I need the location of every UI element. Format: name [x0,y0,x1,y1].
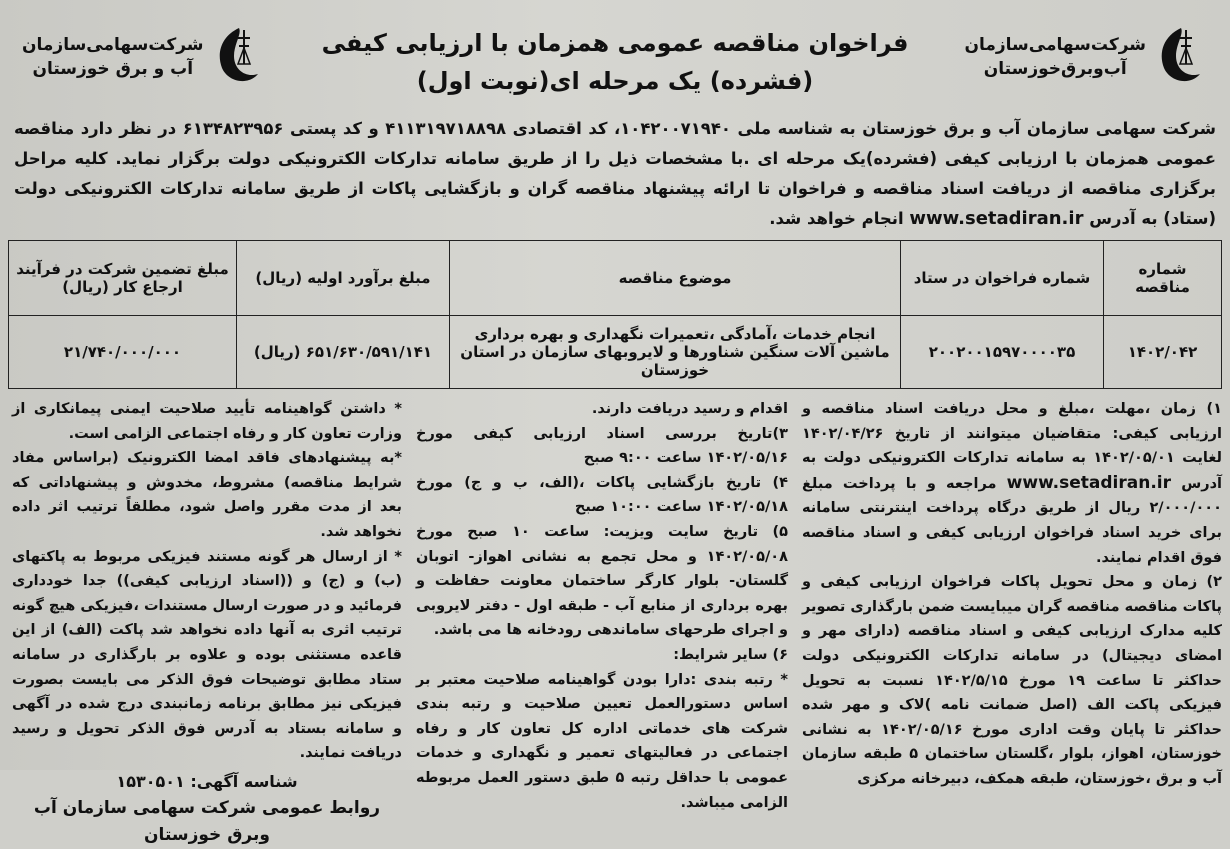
table-header-cell: شماره مناقصه [1104,241,1222,316]
title-line-1: فراخوان مناقصه عمومی همزمان با ارزیابی کیفی [321,29,909,57]
public-relations-org: روابط عمومی شرکت سهامی سازمان آب وبرق خوزستان [33,797,381,845]
condition-2-end: اقدام و رسید دریافت دارند. [591,401,788,417]
condition-physical-docs: * از ارسال هر گونه مستند فیزیکی مربوط به پاکتهای (ب) و (ج) و ((اسناد ارزیابی کیفی)) جدا خودداری فرمائید و در صورت ارسال مستندات ،فیزیکی هیچ گونه ترتیب اثری به آنها داده نخواهد شد پاکت (الف) از این قاعده مستثنی بوده و علاوه بر بارگذاری در سامانه ستاد مطابق توضیحات فوق الذکر می بایست بصورت فیزیکی نیز مطابق برنامه زمانبندی درج شده در آگهی و سامانه بستاد به آدرس فوق الذکر تحویل و رسید دریافت نمایند. [12,548,402,762]
table-header-row [9,241,1222,316]
title-line-2: (فشرده) یک مرحله ای(نوبت اول) [416,67,814,95]
tender-table [8,240,1222,389]
condition-1-text: ۱) زمان ،مهلت ،مبلغ و محل دریافت اسناد مناقصه و ارزیابی کیفی: متقاضیان میتوانند از تاریخ ۱۴۰۲/۰۴/۲۶ لغایت ۱۴۰۲/۰۵/۰۱ به سامانه تدارکات الکترونیکی دولت به آدرس [802,401,1222,492]
kwpa-logo-icon [212,24,266,90]
logo-line-1: شرکت‌سهامی‌سازمان [964,35,1146,55]
guarantee-cell: ۲۱/۷۴۰/۰۰۰/۰۰۰ [9,316,237,389]
company-logo-right [964,24,1208,90]
intro-paragraph [14,114,1216,234]
table-header-cell: مبلغ برآورد اولیه (ریال) [237,241,450,316]
condition-safety: * داشتن گواهینامه تأیید صلاحیت ایمنی پیمانکاری از وزارت تعاون کار و رفاه اجتماعی الزامی است. [12,401,402,442]
condition-1-text-end: مراجعه و با پرداخت مبلغ ۲/۰۰۰/۰۰۰ ریال از طریق درگاه پرداخت اینترنتی سامانه برای خرید اسناد فراخوان ارزیابی کیفی و اسناد مناقصه فوق اقدام نمایند. [802,475,1222,566]
logo-text-left [22,33,204,81]
table-row [9,316,1222,389]
intro-text: شرکت سهامی سازمان آب و برق خوزستان به شناسه ملی ۱۰۴۲۰۰۷۱۹۴۰، کد اقتصادی ۴۱۱۳۱۹۷۱۸۸۹۸ و کد پستی ۶۱۳۴۸۲۳۹۵۶ در نظر دارد مناقصه عمومی همزمان با ارزیابی کیفی (فشرده)یک مرحله ای .با مشخصات ذیل را از طریق سامانه تدارکات الکترونیکی دولت برگزار نماید. کلیه مراحل برگزاری مناقصه از دریافت اسناد مناقصه و فراخوان تا ارائه پیشنهاد مناقصه گران و بازگشایی پاکات از طریق سامانه تدارکات الکترونیکی دولت (ستاد) به آدرس [14,119,1216,228]
conditions-columns [8,397,1222,849]
condition-signature: *به پیشنهادهای فاقد امضا الکترونیک (براساس مفاد شرایط مناقصه) مشروط، مخدوش و پیشنهاداتی که بعد از مدت مقرر واصل شود، مطلقاً ترتیب اثر داده نخواهد شد. [12,450,402,540]
table-header-cell: شماره فراخوان در ستاد [901,241,1104,316]
table-header-cell: موضوع مناقصه [450,241,901,316]
tender-number-cell: ۱۴۰۲/۰۴۲ [1104,316,1222,389]
logo-text-right [964,33,1146,81]
condition-6: ۶) سایر شرایط: [673,646,788,663]
conditions-column-right [802,397,1222,849]
table-header-cell: مبلغ تضمین شرکت در فرآیند ارجاع کار (ریال) [9,241,237,316]
logo-line-1: شرکت‌سهامی‌سازمان [22,35,204,55]
conditions-column-middle [416,397,788,849]
condition-rating: * رتبه بندی :دارا بودن گواهینامه صلاحیت معتبر بر اساس دستورالعمل تعیین صلاحیت و رتبه بندی شرکت های خدماتی اداره کل تعاون کار و رفاه اجتماعی در فعالیتهای تعمیر و نگهداری و خدمات عمومی با حداقل رتبه ۵ طبق دستور العمل مربوطه الزامی میباشد. [416,671,788,811]
estimate-cell: ۶۵۱/۶۳۰/۵۹۱/۱۴۱ (ریال) [237,316,450,389]
conditions-column-left [12,397,402,849]
setad-url-link[interactable]: www.setadiran.ir [1006,472,1172,493]
tender-subject-cell: انجام خدمات ،آمادگی ،تعمیرات نگهداری و بهره برداری ماشین آلات سنگین شناورها و لایروبهای سازمان در استان خوزستان [450,316,901,389]
condition-3: ۳)تاریخ بررسی اسناد ارزیابی کیفی مورخ ۱۴۰۲/۰۵/۱۶ ساعت ۹:۰۰ صبح [416,425,788,467]
notice-title [268,24,962,100]
logo-line-2: آب و برق خوزستان [32,59,194,79]
setad-url-link[interactable]: www.setadiran.ir [909,208,1084,229]
company-logo-left [22,24,266,90]
intro-text-end: انجام خواهد شد. [769,209,904,228]
signature-block [12,768,402,849]
setad-number-cell: ۲۰۰۲۰۰۱۵۹۷۰۰۰۰۳۵ [901,316,1104,389]
condition-2: ۲) زمان و محل تحویل پاکات فراخوان ارزیابی کیفی و پاکات مناقصه مناقصه گران میبایست ضمن بارگذاری تصویر کلیه مدارک ارزیابی کیفی و اسناد مناقصه (دارای مهر و امضای دیجیتال) در سامانه تدارکات الکترونیکی دولت حداکثر تا ساعت ۱۹ مورخ ۱۴۰۲/۵/۱۵ نسبت به تحویل فیزیکی پاکت الف (اصل ضمانت نامه )لاک و مهر شده حداکثر تا پایان وقت اداری مورخ ۱۴۰۲/۰۵/۱۶ به نشانی خوزستان، اهواز، بلوار ،گلستان ساختمان ۵ طبقه سازمان آب و برق ،خوزستان، طبقه همکف، دبیرخانه مرکزی [802,574,1222,787]
condition-4: ۴) تاریخ بازگشایی پاکات ،(الف، ب و ج) مورخ ۱۴۰۲/۰۵/۱۸ ساعت ۱۰:۰۰ صبح [416,474,788,516]
ad-id: شناسه آگهی: ۱۵۳۰۵۰۱ [116,771,298,791]
logo-line-2: آب‌وبرق‌خوزستان [983,59,1127,79]
notice-header [8,6,1222,114]
condition-5: ۵) تاریخ سایت ویزیت: ساعت ۱۰ صبح مورخ ۱۴۰۲/۰۵/۰۸ و محل تجمع به نشانی اهواز- اتوبان گلستان- بلوار کارگر ساختمان معاونت حفاظت و بهره برداری از منابع آب - طبقه اول - دفتر لایروبی و اجرای طرحهای ساماندهی رودخانه ها می باشد. [416,523,788,639]
condition-1 [802,397,1222,570]
kwpa-logo-icon [1154,24,1208,90]
